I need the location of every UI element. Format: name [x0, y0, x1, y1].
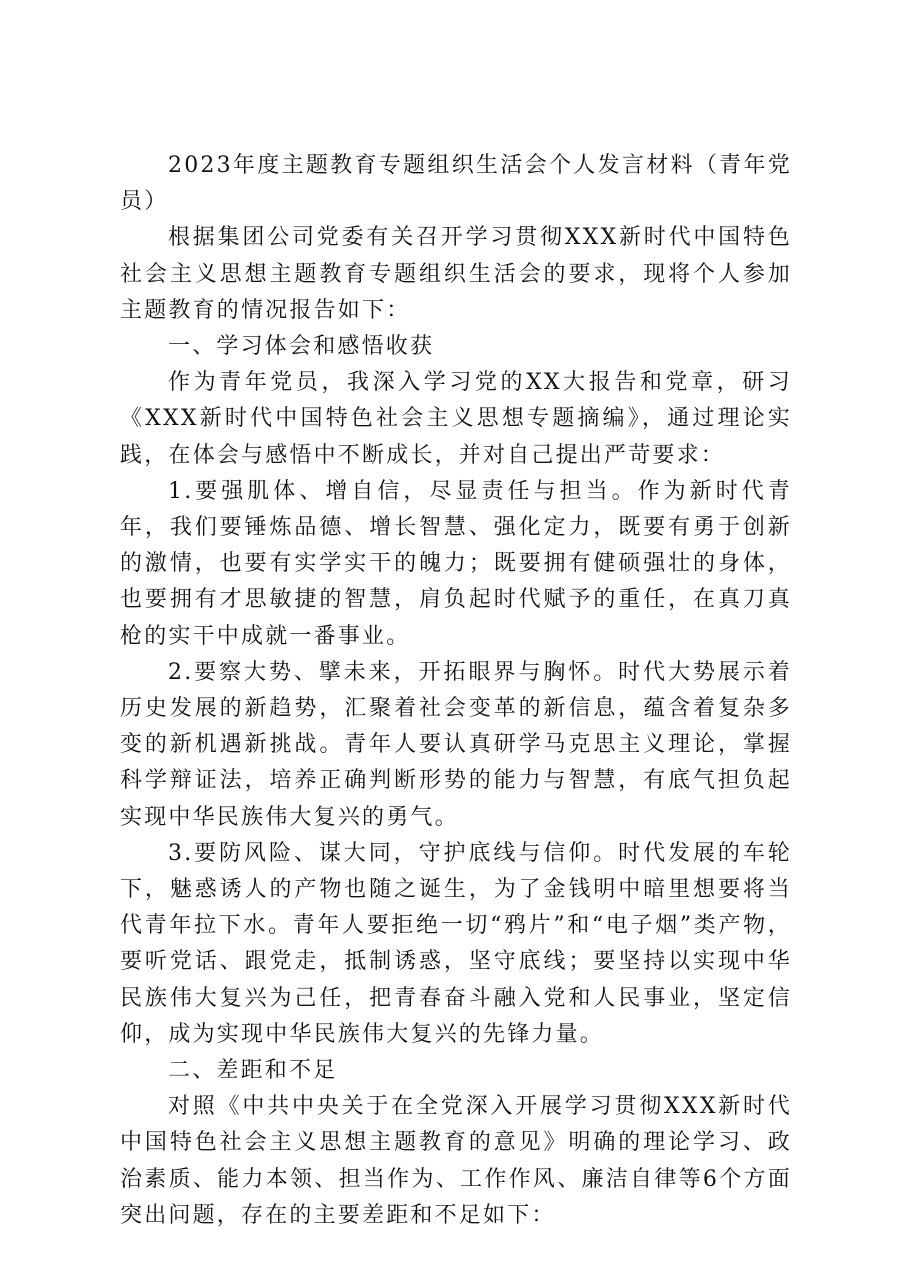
paragraph-intro: 根据集团公司党委有关召开学习贯彻XXX新时代中国特色社会主义思想主题教育专题组织生活会的要求，现将个人参加主题教育的情况报告如下：: [120, 225, 792, 323]
section-heading-2: 二、差距和不足: [168, 1058, 338, 1084]
paragraph-point-3: 3.要防风险、谋大同，守护底线与信仰。时代发展的车轮下，魅惑诱人的产物也随之诞生，为了金钱明中暗里想要将当代青年拉下水。青年人要拒绝一切“鸦片”和“电子烟”类产物，要听党话、跟党走，抵制诱惑，坚守底线；要坚持以实现中华民族伟大复兴为己任，把青春奋斗融入党和人民事业，坚定信仰，成为实现中华民族伟大复兴的先锋力量。: [120, 840, 792, 1047]
paragraph-point-1: 1.要强肌体、增自信，尽显责任与担当。作为新时代青年，我们要锤炼品德、增长智慧、强化定力，既要有勇于创新的激情，也要有实学实干的魄力；既要拥有健硕强壮的身体，也要拥有才思敏捷的智慧，肩负起时代赋予的重任，在真刀真枪的实干中成就一番事业。: [120, 478, 792, 649]
paragraph-gaps: 对照《中共中央关于在全党深入开展学习贯彻XXX新时代中国特色社会主义思想主题教育的意见》明确的理论学习、政治素质、能力本领、担当作为、工作作风、廉洁自律等6个方面突出问题，存在的主要差距和不足如下：: [120, 1094, 792, 1228]
section-heading-1: 一、学习体会和感悟收获: [168, 334, 435, 360]
paragraph-point-2: 2.要察大势、擘未来，开拓眼界与胸怀。时代大势展示着历史发展的新趋势，汇聚着社会变革的新信息，蕴含着复杂多变的新机遇新挑战。青年人要认真研学马克思主义理论，掌握科学辩证法，培养正确判断形势的能力与智慧，有底气担负起实现中华民族伟大复兴的勇气。: [120, 659, 792, 830]
document-title: 2023年度主题教育专题组织生活会个人发言材料（青年党员）: [120, 153, 792, 215]
paragraph-study: 作为青年党员，我深入学习党的XX大报告和党章，研习《XXX新时代中国特色社会主义思想专题摘编》，通过理论实践，在体会与感悟中不断成长，并对自己提出严苛要求：: [120, 370, 792, 468]
document-body: [120, 148, 792, 1234]
